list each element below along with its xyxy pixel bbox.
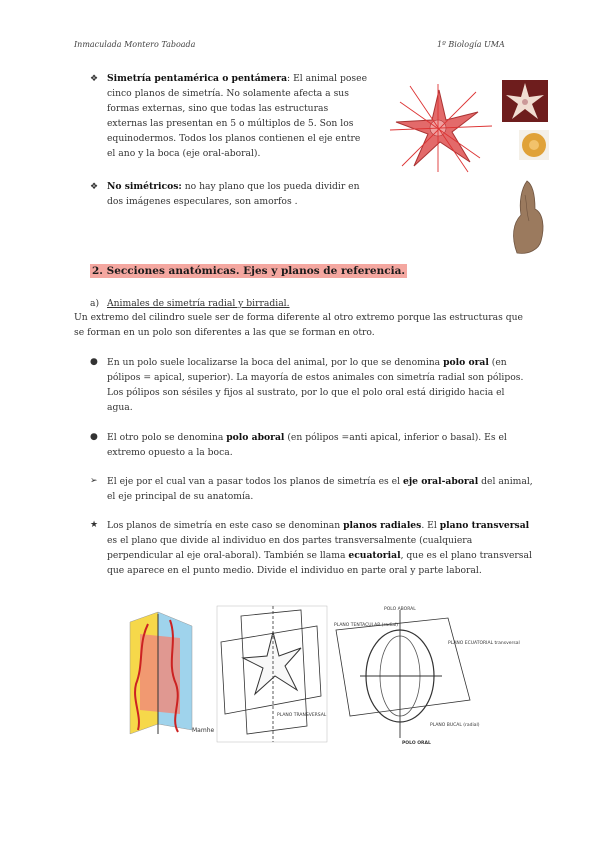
point-1-term: polo oral: [443, 357, 489, 368]
pentameric-line-4: equinodermos. Todos los planos contienen el eje entre: [107, 133, 361, 144]
pentameric-bullet: ❖: [90, 73, 99, 84]
pentameric-line-2: formas externas, sino que todas las estructuras: [107, 103, 329, 114]
header-author: Inmaculada Montero Taboada: [74, 40, 196, 49]
fig3-polo-oral: POLO ORAL: [402, 741, 431, 746]
point-4-term2: plano transversal: [439, 520, 530, 531]
pentameric-paragraph: [107, 71, 377, 161]
section-2-heading: 2. Secciones anatómicas. Ejes y planos de referencia.: [92, 265, 406, 277]
fig3-plano-bucal: PLANO BUCAL (radial): [430, 723, 480, 728]
pentameric-line-3: externas las presentan en 5 o múltiplos de 5. Son los: [107, 118, 354, 129]
asymmetric-line-0: no hay plano que los pueda dividir en: [181, 181, 360, 192]
pentameric-line-5: el ano y la boca (eje oral-aboral).: [107, 148, 261, 159]
pentameric-line-0: : El animal posee: [287, 73, 368, 84]
point-3-term: eje oral-aboral: [402, 476, 479, 487]
point-3-line-0: el eje principal de su anatomía.: [107, 491, 254, 502]
point-4-paragraph: [107, 518, 537, 578]
point-3-post: del animal,: [478, 476, 533, 487]
ctenophore-planes-figure: [330, 604, 520, 746]
asymmetric-bullet: ❖: [90, 181, 99, 192]
intro-line-0: Un extremo del cilindro suele ser de forma diferente al otro extremo porque las estructuras que: [74, 312, 523, 323]
point-4-term: planos radiales: [343, 520, 422, 531]
sea-urchin-photo: [519, 130, 549, 160]
point-3-bullet: ➢: [90, 476, 98, 486]
fig3-polo-aboral: POLO ABORAL: [384, 607, 416, 612]
point-4-line-3-post: , que es el plano transversal: [400, 550, 532, 561]
point-3-paragraph: [107, 474, 537, 504]
point-4-line-3: perpendicular al eje oral-aboral). También se llama: [107, 550, 349, 561]
point-4-mid: . El: [421, 520, 440, 531]
pentameric-term: Simetría pentamérica o pentámera: [107, 73, 288, 84]
fig3-plano-ecuatorial: PLANO ECUATORIAL transversal: [448, 641, 520, 646]
point-4-line-4: que aparece en el punto medio. Divide el individuo en parte oral y parte laboral.: [107, 565, 482, 576]
fig2-transversal-label: PLANO TRANSVERSAL: [277, 713, 327, 718]
header-course: 1º Biología UMA: [437, 40, 505, 49]
point-2-post: (en pólipos =anti apical, inferior o basal). Es el: [284, 432, 507, 443]
starfish-transversal-figure: [217, 606, 327, 742]
point-1-pre: En un polo suele localizarse la boca del animal, por lo que se denomina: [107, 357, 444, 368]
point-2-bullet: ●: [90, 432, 98, 442]
point-4-term3: ecuatorial: [348, 550, 401, 561]
fig3-plano-tentacular: PLANO TENTACULAR (radial): [334, 623, 399, 628]
subsection-a-intro: [74, 310, 534, 340]
point-1-bullet: ●: [90, 357, 98, 367]
asymmetric-term: No simétricos:: [107, 181, 182, 192]
asymmetric-line-1: dos imágenes especulares, son amorfos .: [107, 196, 298, 207]
point-1-line-2: agua.: [107, 402, 133, 413]
point-1-line-0: pólipos = apical, superior). La mayoría de estos animales con simetría radial son pólipos.: [107, 372, 524, 383]
point-2-term: polo aboral: [226, 432, 285, 443]
asymmetric-paragraph: [107, 179, 387, 209]
point-2-pre: El otro polo se denomina: [107, 432, 227, 443]
sponge-photo: [505, 175, 549, 255]
point-1-line-1: Los pólipos son sésiles y fijos al sustrato, por lo que el polo oral está dirigido hacia el: [107, 387, 505, 398]
point-4-line-2: es el plano que divide al individuo en dos partes transversalmente (cualquiera: [107, 535, 473, 546]
point-2-line-0: extremo opuesto a la boca.: [107, 447, 233, 458]
starfish-photo: [502, 80, 548, 122]
intro-line-1: se forman en un polo son diferentes a las que se forman en otro.: [74, 327, 375, 338]
starfish-planes-figure: [380, 82, 498, 174]
subsection-a-label: a): [90, 298, 100, 309]
point-3-pre: El eje por el cual van a pasar todos los planos de simetría es el: [107, 476, 403, 487]
point-1-post: (en: [488, 357, 507, 368]
point-1-paragraph: [107, 355, 537, 415]
polyp-colored-planes-figure: [118, 604, 214, 742]
point-4-bullet: ★: [90, 520, 99, 530]
pentameric-line-1: cinco planos de simetría. No solamente afecta a sus: [107, 88, 349, 99]
point-4-pre: Los planos de simetría en este caso se denominan: [107, 520, 344, 531]
point-2-paragraph: [107, 430, 537, 460]
subsection-a-title: Animales de simetría radial y birradial.: [107, 298, 290, 309]
svg-text:Mamhe: Mamhe: [192, 727, 215, 734]
